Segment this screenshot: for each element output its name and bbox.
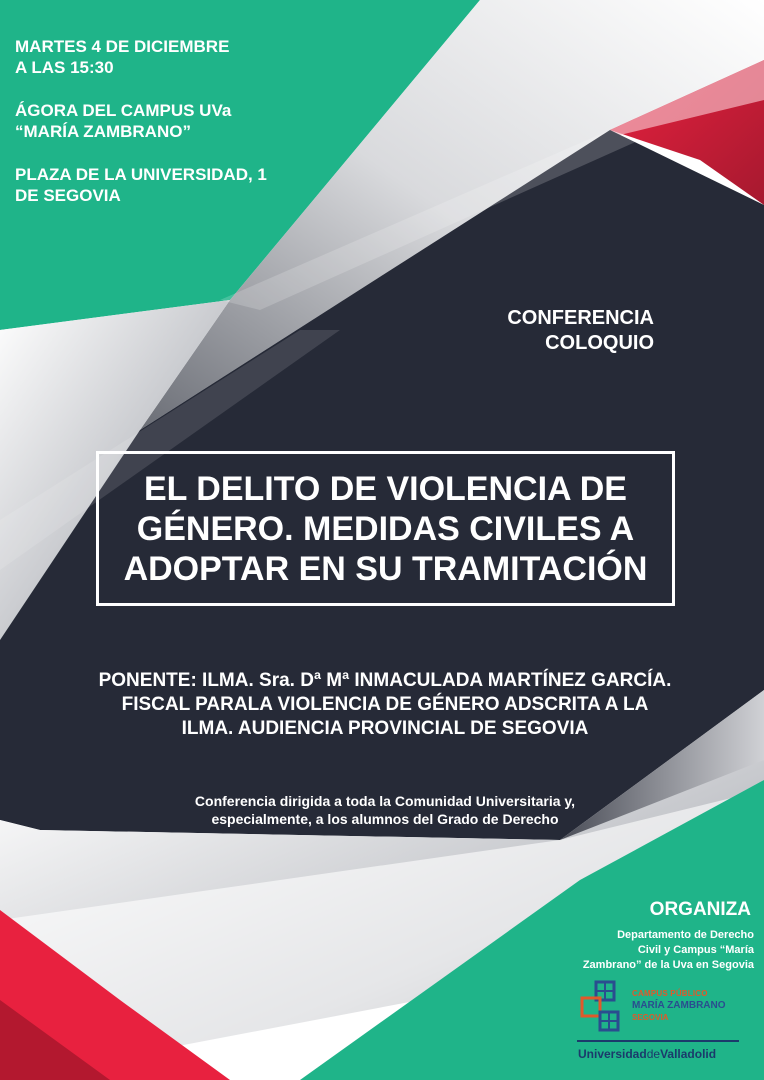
organizer-heading: ORGANIZA — [649, 899, 751, 920]
event-date: MARTES 4 DE DICIEMBRE A LAS 15:30 — [15, 37, 230, 77]
campus-mark-icon — [578, 980, 628, 1034]
speaker-info: PONENTE: ILMA. Sra. Dª Mª INMACULADA MARTÍNEZ GARCÍA. FISCAL PARALA VIOLENCIA DE GÉNERO ADSCRITA A LA ILMA. AUDIENCIA PROVINCIAL DE SEGOVIA — [98, 670, 672, 739]
event-address: PLAZA DE LA UNIVERSIDAD, 1 DE SEGOVIA — [15, 165, 267, 205]
title-frame — [96, 451, 675, 606]
campus-logo-line3: SEGOVIA — [632, 1013, 669, 1022]
university-logo-part1: Universidad — [578, 1047, 647, 1061]
organizer-body: Departamento de Derecho Civil y Campus “María Zambrano” de la Uva en Segovia — [582, 929, 754, 971]
campus-logo-line2: MARÍA ZAMBRANO — [632, 1000, 726, 1011]
university-logo-part3: Valladolid — [660, 1047, 717, 1061]
conference-type: CONFERENCIA COLOQUIO — [507, 307, 654, 354]
university-logo-part2: de — [646, 1047, 661, 1061]
campus-logo — [578, 980, 748, 1036]
university-logo-rule — [577, 1040, 739, 1042]
event-info — [15, 36, 335, 228]
audience-note: Conferencia dirigida a toda la Comunidad Universitaria y, especialmente, a los alumnos del Grado de Derecho — [194, 793, 576, 827]
university-logo — [578, 1047, 716, 1061]
campus-logo-line1: CAMPUS PÚBLICO — [632, 989, 708, 998]
conference-title: EL DELITO DE VIOLENCIA DE GÉNERO. MEDIDAS CIVILES A ADOPTAR EN SU TRAMITACIÓN — [123, 469, 648, 588]
event-venue: ÁGORA DEL CAMPUS UVa “MARÍA ZAMBRANO” — [15, 101, 232, 141]
